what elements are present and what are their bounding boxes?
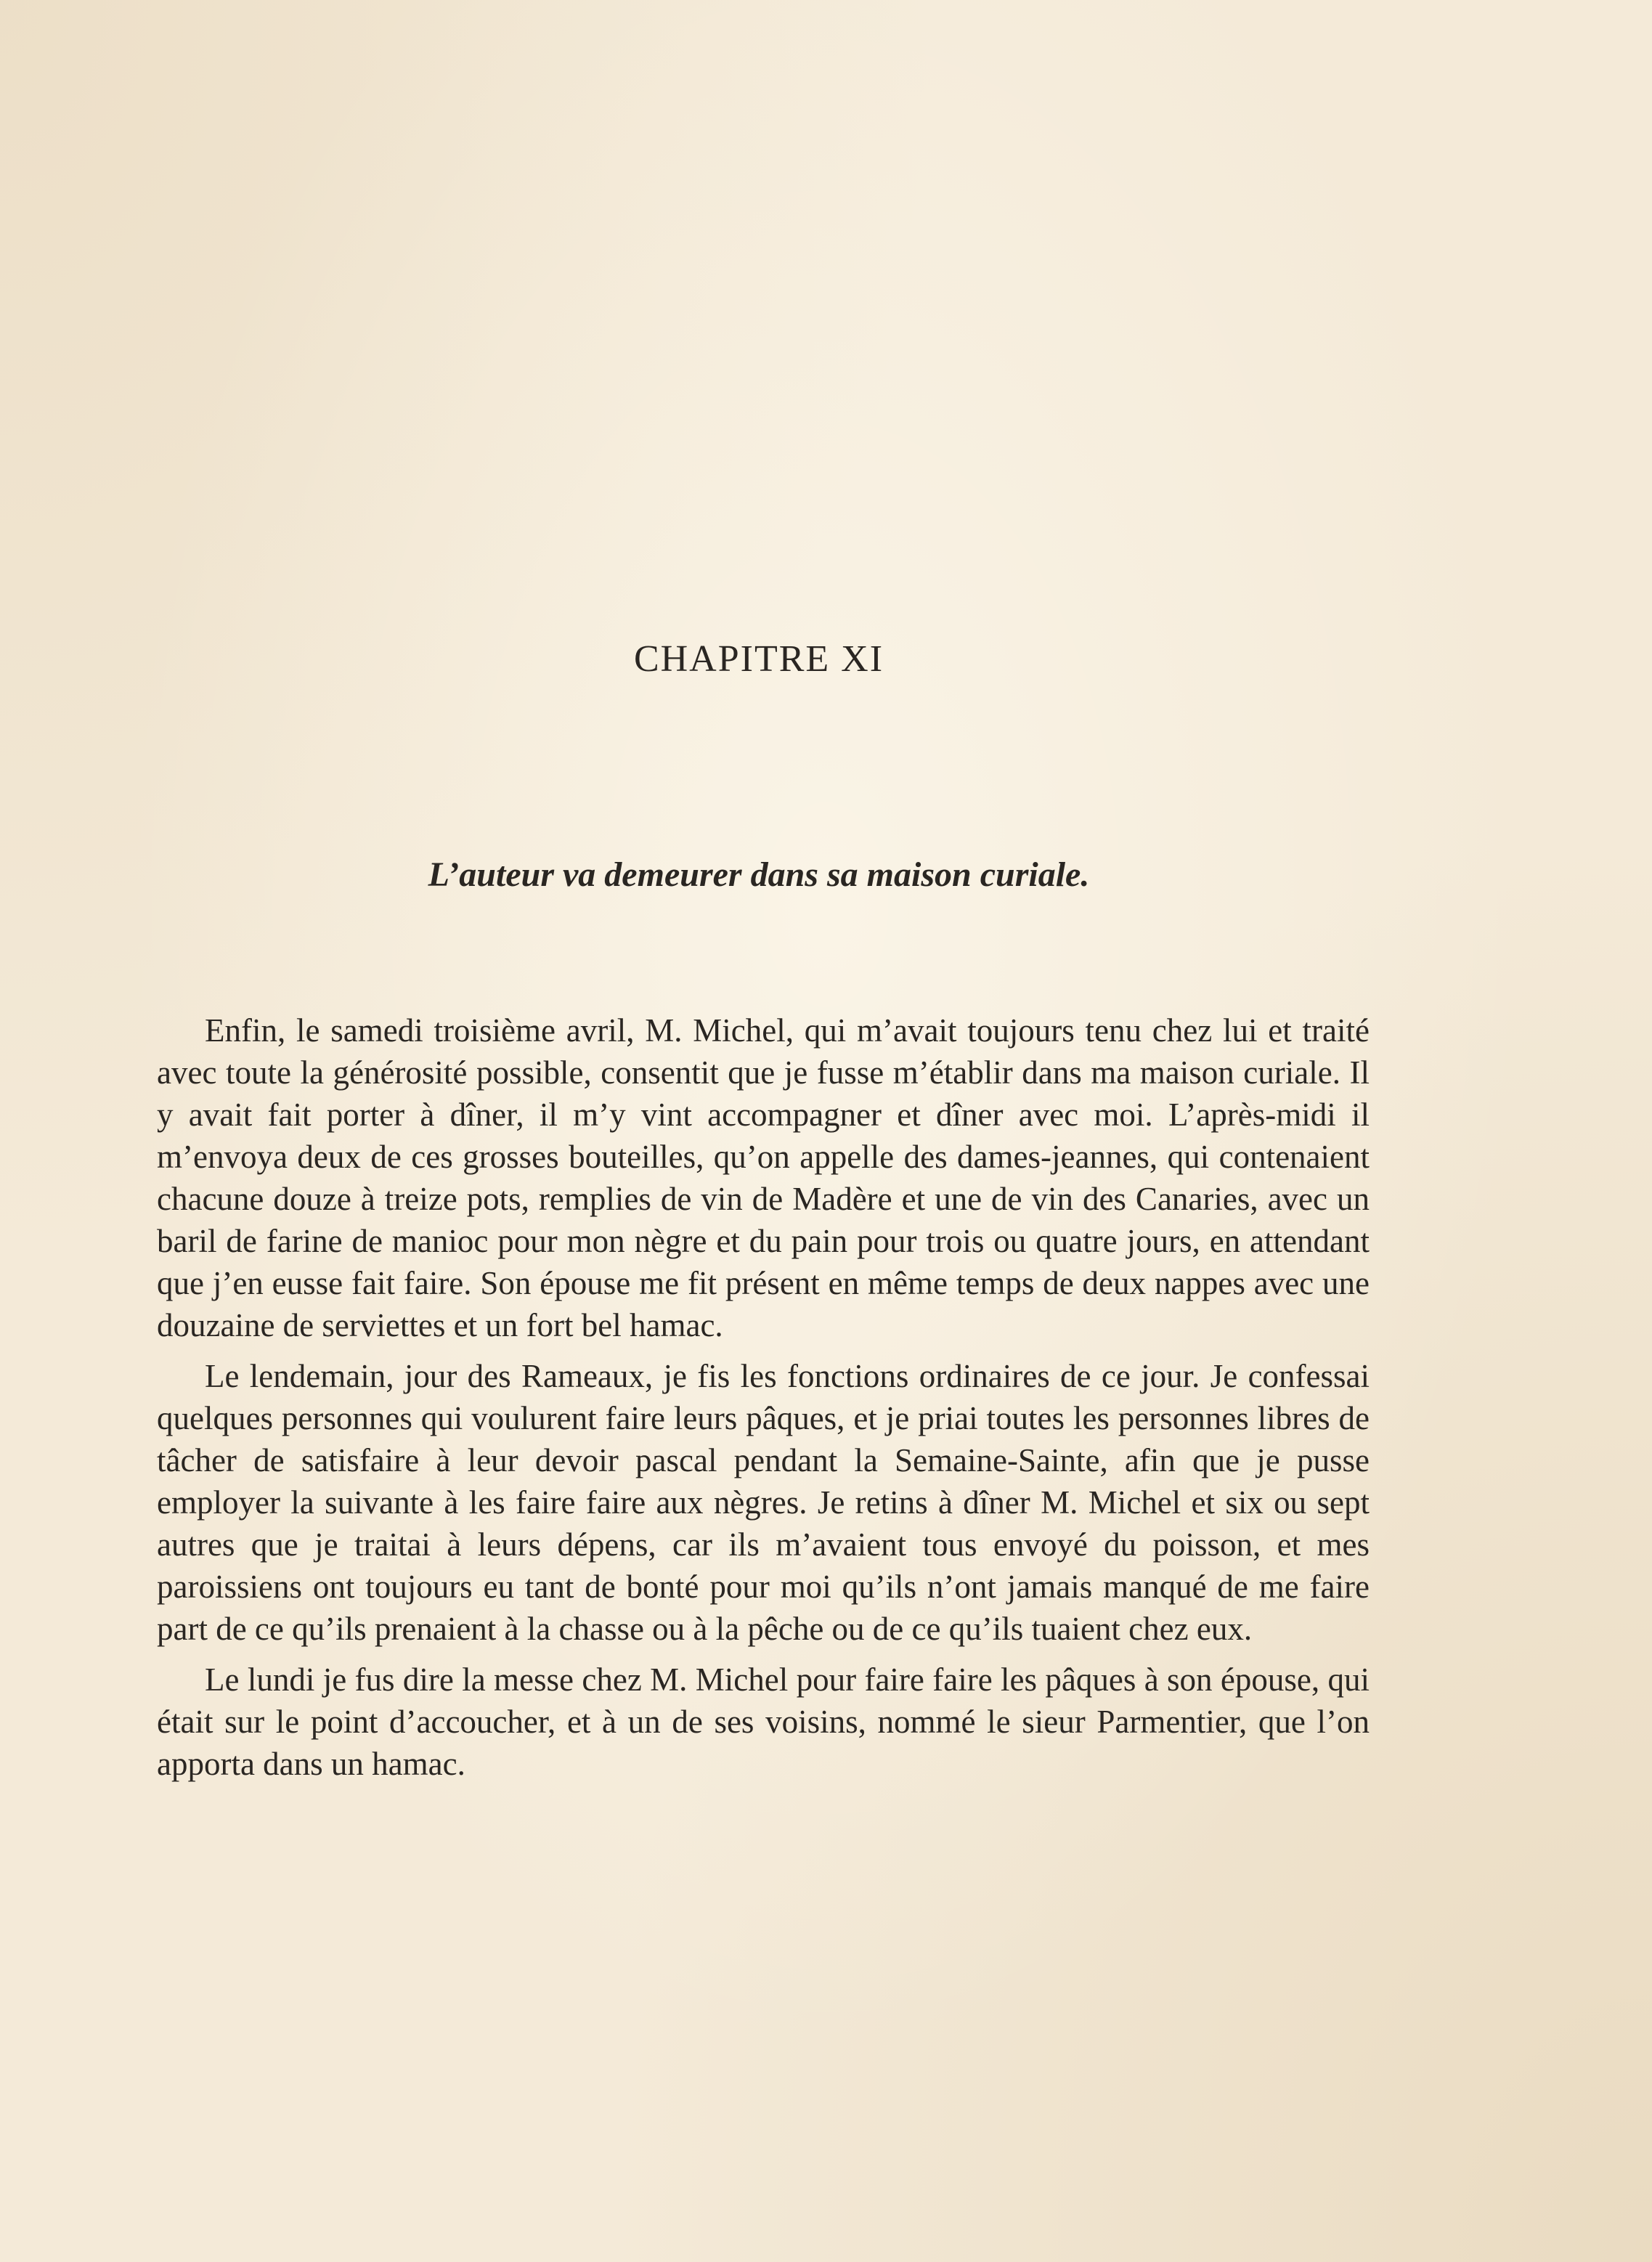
chapter-title: CHAPITRE XI bbox=[633, 638, 884, 680]
paragraph: Le lendemain, jour des Rameaux, je fis les fonctions ordinaires de ce jour. Je confessai quelques personnes qui voulurent faire leurs pâques, et je priai toutes les personnes libres de tâcher de satisfaire à leur devoir pascal pendant la Semaine-Sainte, afin que je pusse employer la suivante à les faire faire aux nègres. Je retins à dîner M. Michel et six ou sept autres que je traitai à leurs dépens, car ils m’avaient tous envoyé du poisson, et mes paroissiens ont toujours eu tant de bonté pour moi qu’ils n’ont jamais manqué de me faire part de ce qu’ils prenaient à la chasse ou à la pêche ou de ce qu’ils tuaient chez eux. bbox=[157, 1358, 1370, 1647]
chapter-body bbox=[157, 1009, 1370, 1794]
paragraph: Le lundi je fus dire la messe chez M. Michel pour faire faire les pâques à son épouse, qui était sur le point d’accoucher, et à un de ses voisins, nommé le sieur Parmentier, que l’on apporta dans un hamac. bbox=[157, 1661, 1370, 1782]
paragraph: Enfin, le samedi troisième avril, M. Michel, qui m’avait toujours tenu chez lui et traité avec toute la générosité possible, consentit que je fusse m’établir dans ma maison curiale. Il y avait fait porter à dîner, il m’y vint accompagner et dîner avec moi. L’après-midi il m’envoya deux de ces grosses bouteilles, qu’on appelle des dames-jeannes, qui contenaient chacune douze à treize pots, remplies de vin de Madère et une de vin des Canaries, avec un baril de farine de manioc pour mon nègre et du pain pour trois ou quatre jours, en attendant que j’en eusse fait faire. Son épouse me fit présent en même temps de deux nappes avec une douzaine de serviettes et un fort bel hamac. bbox=[157, 1012, 1370, 1343]
chapter-subtitle: L’auteur va demeurer dans sa maison curiale. bbox=[428, 855, 1090, 894]
